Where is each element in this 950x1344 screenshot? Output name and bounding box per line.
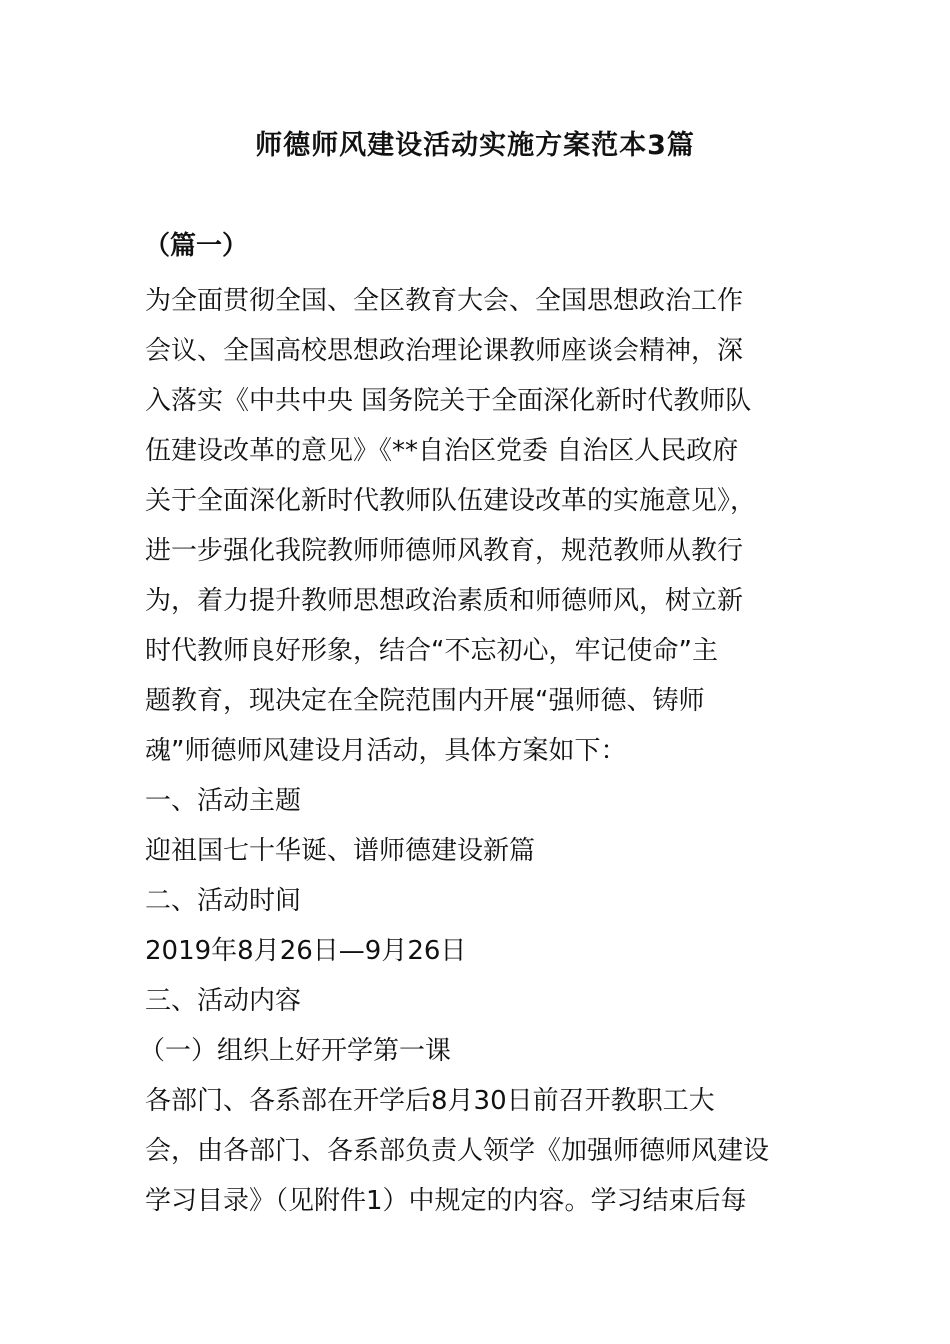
document-body — [139, 276, 835, 1226]
body-line: 学习目录》（见附件1）中规定的内容。学习结束后每 — [145, 1186, 747, 1216]
body-line: 进一步强化我院教师师德师风教育，规范教师从教行 — [145, 536, 744, 566]
body-line: 为，着力提升教师思想政治素质和师德师风，树立新 — [145, 586, 744, 616]
body-line: 魂”师德师风建设月活动，具体方案如下： — [145, 736, 627, 766]
body-line: 时代教师良好形象，结合“不忘初心，牢记使命”主 — [145, 636, 718, 666]
body-line: 会，由各部门、各系部负责人领学《加强师德师风建设 — [145, 1136, 770, 1166]
body-line: 入落实《中共中央 国务院关于全面深化新时代教师队 — [145, 386, 752, 416]
body-line: 会议、全国高校思想政治理论课教师座谈会精神，深 — [145, 336, 744, 366]
body-line: 关于全面深化新时代教师队伍建设改革的实施意见》， — [145, 486, 757, 516]
heading-activity-theme: 一、活动主题 — [145, 786, 302, 816]
section-heading: （篇一） — [144, 231, 249, 261]
subheading-first-lesson: （一）组织上好开学第一课 — [139, 1036, 452, 1066]
body-line: 为全面贯彻全国、全区教育大会、全国思想政治工作 — [145, 286, 744, 316]
body-line: 题教育，现决定在全院范围内开展“强师德、铸师 — [145, 686, 705, 716]
heading-activity-time: 二、活动时间 — [145, 886, 302, 916]
body-line: 各部门、各系部在开学后8月30日前召开教职工大 — [145, 1086, 715, 1116]
heading-activity-content: 三、活动内容 — [145, 986, 302, 1016]
body-line: 迎祖国七十华诞、谱师德建设新篇 — [145, 836, 536, 866]
document-title: 师德师风建设活动实施方案范本3篇 — [255, 130, 695, 161]
activity-date-range: 2019年8月26日—9月26日 — [145, 936, 467, 966]
body-line: 伍建设改革的意见》《**自治区党委 自治区人民政府 — [145, 436, 739, 466]
